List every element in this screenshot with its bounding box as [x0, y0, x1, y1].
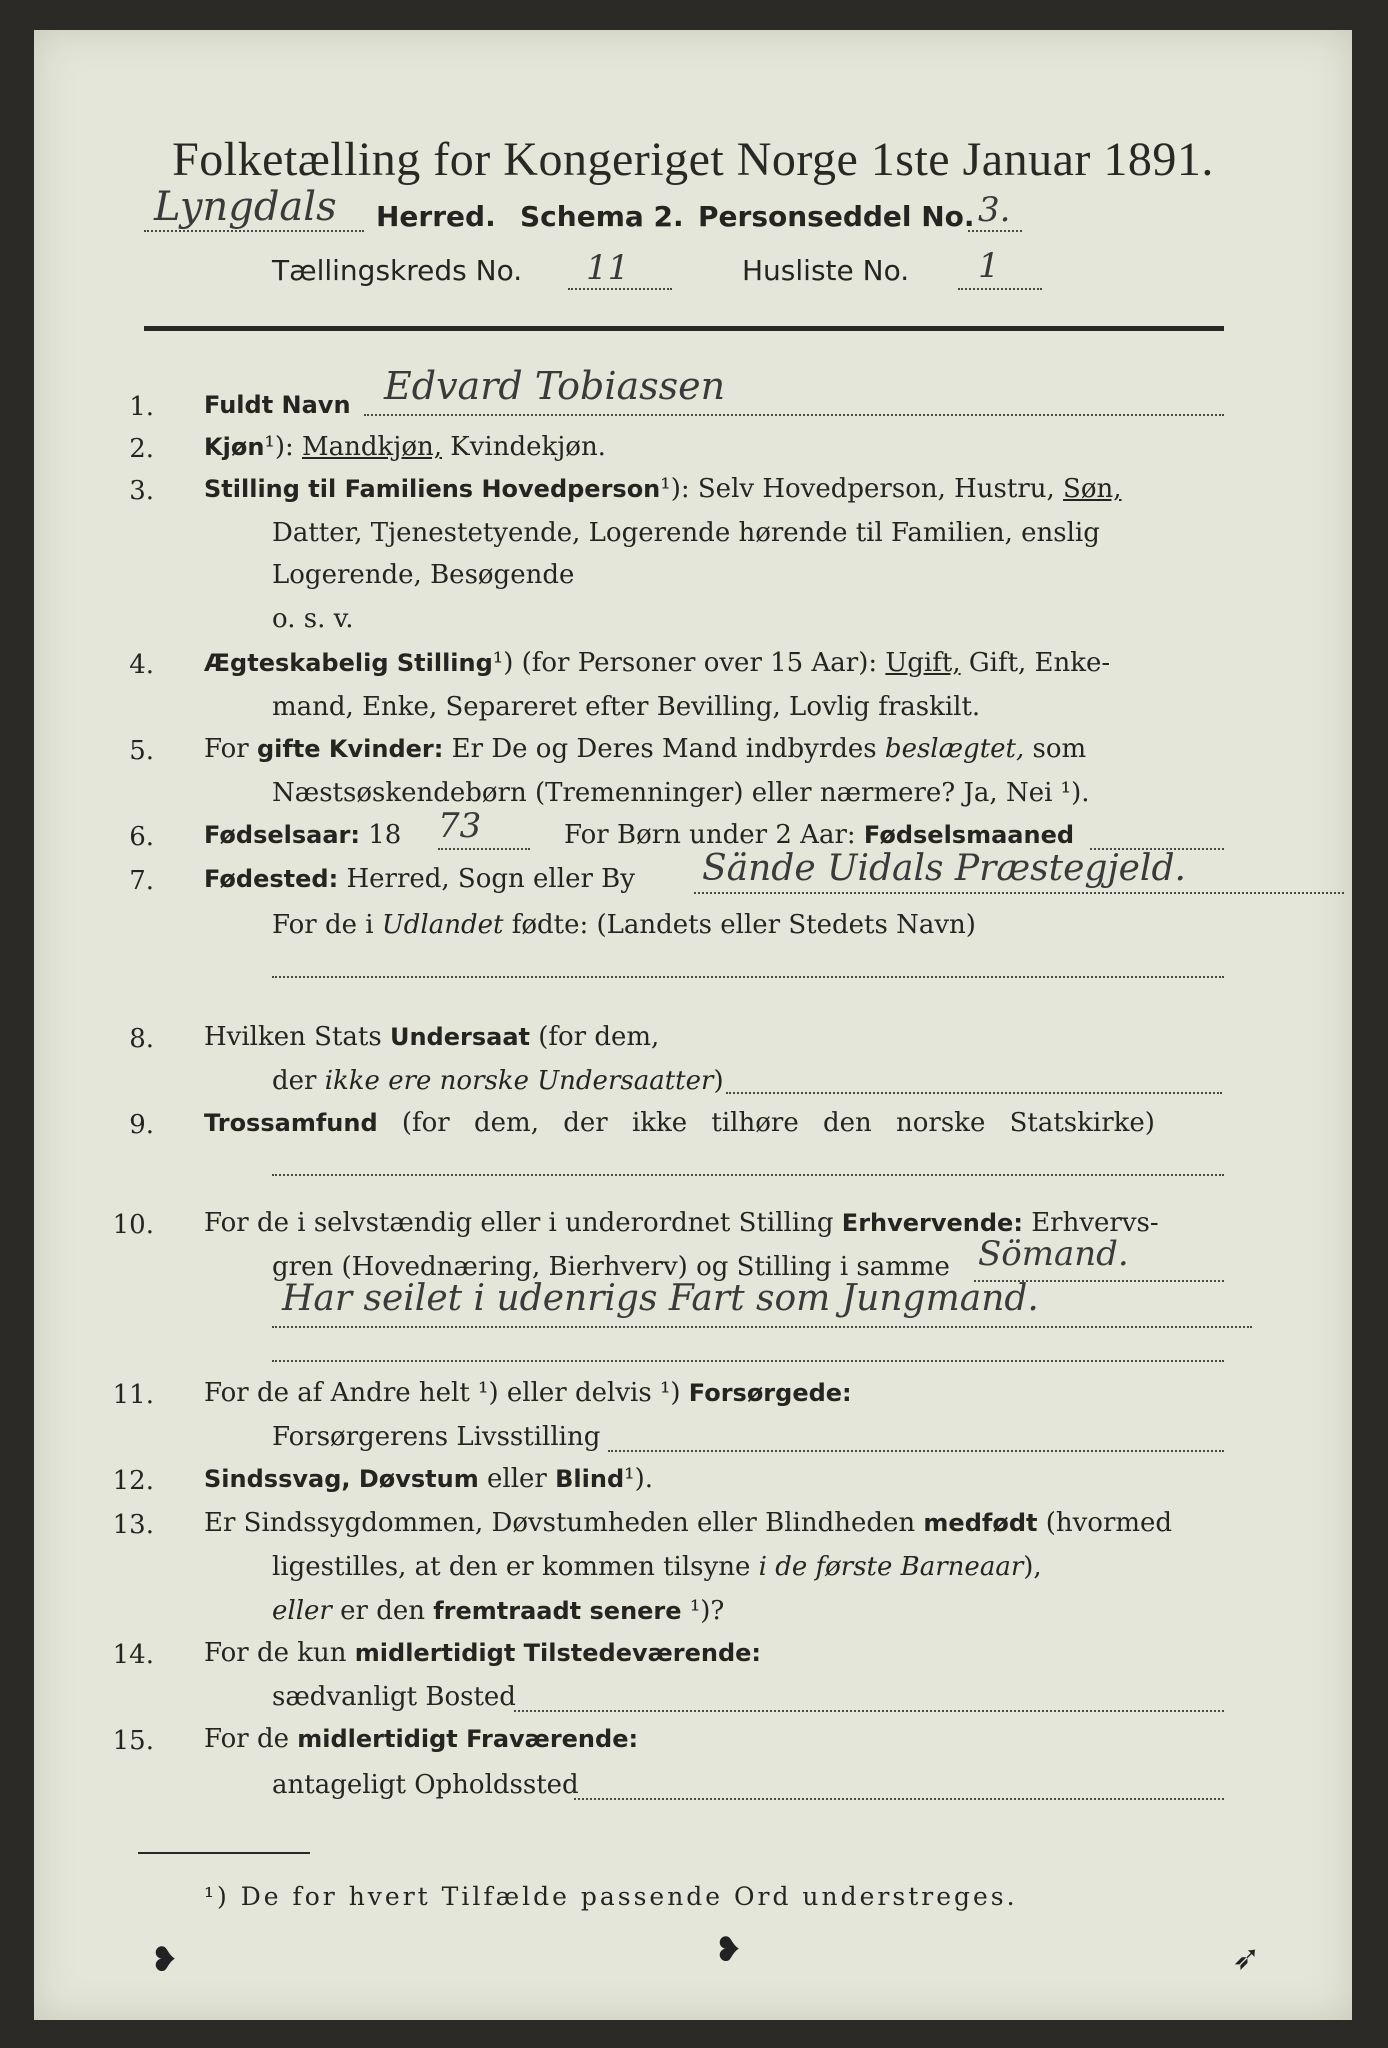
q3-line1: Stilling til Familiens Hovedperson¹): Selv Hovedperson, Hustru, Søn, [204, 474, 1122, 504]
q12-number: 12. [112, 1466, 154, 1496]
personseddel-number: 3. [978, 190, 1011, 230]
binding-mark-left: ❥ [150, 1940, 179, 1980]
q5-number: 5. [129, 736, 154, 766]
tellingskreds-label: Tællingskreds No. [272, 254, 523, 287]
herred-name-handwritten: Lyngdals [154, 184, 337, 230]
q10-number: 10. [112, 1210, 154, 1240]
personseddel-label: Personseddel No. [698, 200, 975, 233]
q4-line2: mand, Enke, Separeret efter Bevilling, Lovlig fraskilt. [272, 692, 981, 722]
q11-line2: Forsørgerens Livsstilling [272, 1422, 601, 1452]
census-form-sheet [34, 30, 1352, 2020]
herred-label: Herred. [376, 200, 496, 233]
q7-line2: For de i Udlandet fødte: (Landets eller Stedets Navn) [272, 910, 976, 940]
q14-number: 14. [112, 1640, 154, 1670]
q6-line-rest: For Børn under 2 Aar: Fødselsmaaned [564, 820, 1075, 850]
q10-line3-dotline [272, 1326, 1252, 1328]
q5-line1: For gifte Kvinder: Er De og Deres Mand indbyrdes beslægtet, som [204, 734, 1087, 764]
q8-dotline [726, 1092, 1222, 1094]
form-title: Folketælling for Kongeriget Norge 1ste Januar 1891. [172, 133, 1214, 186]
tellingskreds-dotline [568, 288, 672, 290]
q8-line2: der ikke ere norske Undersaatter) [272, 1066, 724, 1096]
q14-line1: For de kun midlertidigt Tilstedeværende: [204, 1638, 762, 1668]
husliste-number: 1 [978, 246, 1000, 286]
q10-occupation-handwritten: Sömand. [978, 1234, 1129, 1274]
q2-number: 2. [129, 434, 154, 464]
footnote-rule [138, 1852, 310, 1854]
q9-number: 9. [129, 1110, 154, 1140]
q3-number: 3. [129, 476, 154, 506]
q7-dotline [694, 892, 1344, 894]
q7-birthplace-handwritten: Sände Uidals Præstegjeld. [702, 848, 1186, 889]
q6-birth-year-handwritten: 73 [438, 806, 482, 846]
q10-line2: gren (Hovednæring, Bierhverv) og Stilling i samme [272, 1252, 950, 1282]
q4-line1: Ægteskabelig Stilling¹) (for Personer over 15 Aar): Ugift, Gift, Enke- [204, 648, 1111, 678]
q9-dotline [272, 1174, 1224, 1176]
q10-line1: For de i selvstændig eller i underordnet Stilling Erhvervende: Erhvervs- [204, 1208, 1159, 1238]
q7-line1: Fødested: Herred, Sogn eller By [204, 864, 635, 894]
q3-line4: o. s. v. [272, 604, 354, 634]
binding-mark-center: ❥ [714, 1930, 743, 1970]
q3-line3: Logerende, Besøgende [272, 560, 575, 590]
husliste-label: Husliste No. [742, 254, 910, 287]
q8-number: 8. [129, 1024, 154, 1054]
q10-line4-dotline [272, 1360, 1224, 1362]
q2-line: Kjøn¹): Mandkjøn, Kvindekjøn. [204, 432, 606, 462]
q10-occupation-detail-handwritten: Har seilet i udenrigs Fart som Jungmand. [282, 1278, 1039, 1319]
q14-line2: sædvanligt Bosted [272, 1682, 516, 1712]
q15-line2: antageligt Opholdssted [272, 1770, 579, 1800]
header-rule [144, 326, 1224, 331]
q7-foreign-dotline [272, 976, 1224, 978]
q11-line1: For de af Andre helt ¹) eller delvis ¹) Forsørgede: [204, 1378, 852, 1408]
q4-number: 4. [129, 650, 154, 680]
schema-label: Schema 2. [520, 200, 684, 233]
q1-dotline [364, 414, 1224, 416]
q15-dotline [574, 1798, 1224, 1800]
q13-line3: eller er den fremtraadt senere ¹)? [272, 1596, 725, 1626]
q13-line2: ligestilles, at den er kommen tilsyne i de første Barneaar), [272, 1552, 1042, 1582]
q5-line2: Næstsøskendebørn (Tremenninger) eller nærmere? Ja, Nei ¹). [272, 778, 1090, 808]
q6-year-dotline [438, 848, 530, 850]
q13-number: 13. [112, 1510, 154, 1540]
q3-line2: Datter, Tjenestetyende, Logerende hørende til Familien, enslig [272, 518, 1100, 548]
binding-mark-right: ➶ [1232, 1938, 1261, 1978]
tellingskreds-number: 11 [586, 248, 630, 288]
q9-line: Trossamfund (for dem, der ikke tilhøre den norske Statskirke) [204, 1108, 1155, 1138]
q7-number: 7. [129, 866, 154, 896]
q13-line1: Er Sindssygdommen, Døvstumheden eller Blindheden medfødt (hvormed [204, 1508, 1173, 1538]
q15-line1: For de midlertidigt Fraværende: [204, 1724, 639, 1754]
personseddel-dotline [968, 230, 1022, 232]
q1-full-name-handwritten: Edvard Tobiassen [384, 364, 726, 408]
q15-number: 15. [112, 1726, 154, 1756]
q6-number: 6. [129, 822, 154, 852]
q1-label: Fuldt Navn [204, 391, 351, 419]
q8-line1: Hvilken Stats Undersaat (for dem, [204, 1022, 660, 1052]
husliste-dotline [958, 288, 1042, 290]
footnote: ¹) De for hvert Tilfælde passende Ord understreges. [204, 1882, 1018, 1911]
q6-label: Fødselsaar: 18 [204, 820, 402, 850]
q11-number: 11. [112, 1380, 154, 1410]
q12-line: Sindssvag, Døvstum eller Blind¹). [204, 1464, 653, 1494]
q14-dotline [514, 1710, 1224, 1712]
q11-dotline [608, 1450, 1224, 1452]
herred-dotline [144, 230, 364, 232]
q1-number: 1. [129, 392, 154, 422]
